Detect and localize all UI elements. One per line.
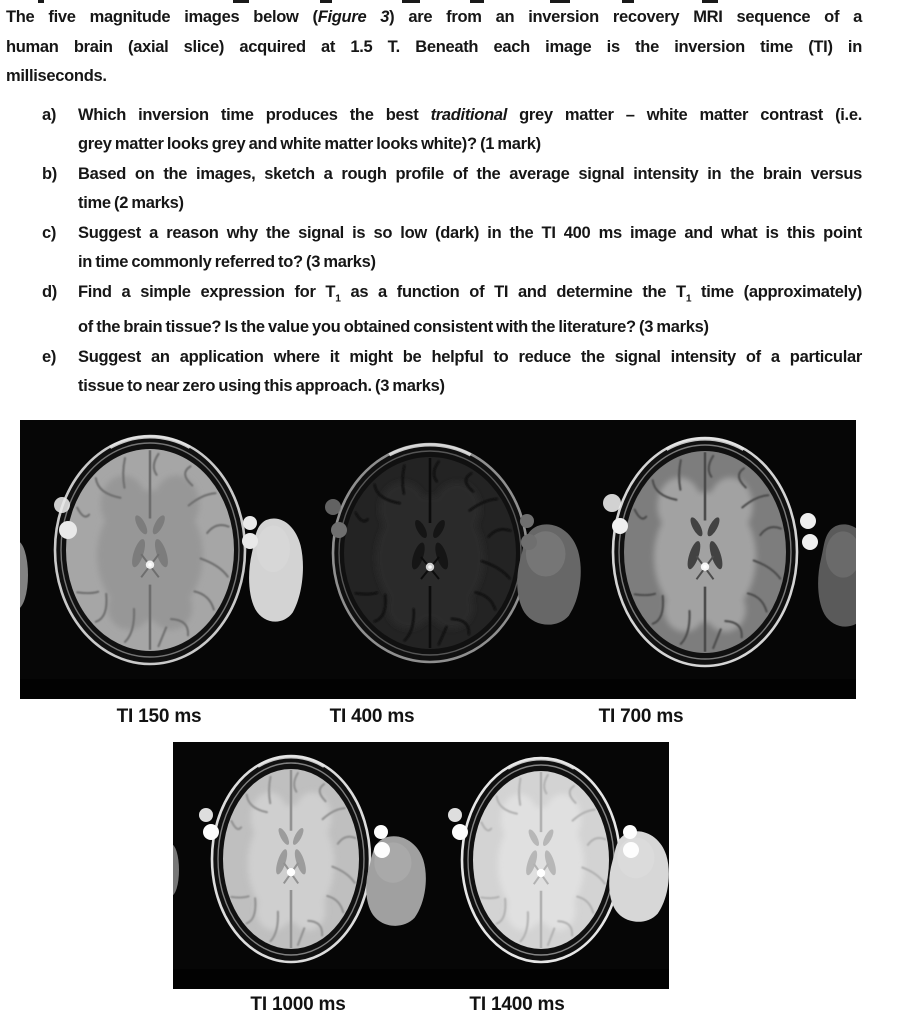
question-item-c <box>6 219 862 278</box>
text-line: in time commonly referred to? (3 marks) <box>78 253 376 271</box>
item-text-d <box>78 278 862 343</box>
text-line: The five magnitude images below (Figure 3) are from an inversion recovery MRI sequence of a <box>6 8 862 26</box>
mri-figure-bottom-row <box>173 742 669 989</box>
ti-label-700: TI 700 ms <box>598 706 684 727</box>
item-marker-c: c) <box>42 223 57 242</box>
intro-paragraph <box>6 3 862 92</box>
item-text-a <box>78 101 862 160</box>
text-line: Based on the images, sketch a rough profile of the average signal intensity in the brain versus <box>78 164 862 183</box>
item-marker-a: a) <box>42 105 57 124</box>
mri-panel-bottom <box>173 742 669 989</box>
text-line: grey matter looks grey and white matter looks white)? (1 mark) <box>78 135 541 153</box>
text-line: tissue to near zero using this approach. (3 marks) <box>78 377 445 396</box>
item-text-e <box>78 343 862 402</box>
question-item-d <box>6 278 862 343</box>
text-line: Find a simple expression for $T_1$ as a function of TI and determine the $T_1$ time (approximately) <box>78 282 862 304</box>
question-list <box>6 101 862 402</box>
text-line: Which inversion time produces the best traditional grey matter – white matter contrast (i.e. <box>78 105 862 124</box>
item-marker-e: e) <box>42 347 57 366</box>
question-item-a <box>6 101 862 160</box>
text-line: milliseconds. <box>6 67 107 85</box>
mri-figure-top-row <box>20 420 856 699</box>
question-item-e <box>6 343 862 402</box>
item-text-b <box>78 160 862 219</box>
ti-label-400: TI 400 ms <box>329 706 415 727</box>
text-line: Suggest an application where it might be helpful to reduce the signal intensity of a particular <box>78 347 862 366</box>
mri-panel-top <box>20 420 856 699</box>
text-line: of the brain tissue? Is the value you obtained consistent with the literature? (3 marks) <box>78 318 709 337</box>
text-line: human brain (axial slice) acquired at 1.5 T. Beneath each image is the inversion time (TI) in <box>6 37 862 56</box>
item-marker-b: b) <box>42 164 57 183</box>
item-text-c <box>78 219 862 278</box>
ti-label-1400: TI 1400 ms <box>469 994 565 1015</box>
ti-label-150: TI 150 ms <box>116 706 202 727</box>
item-marker-d: d) <box>42 282 57 301</box>
ti-label-1000: TI 1000 ms <box>250 994 346 1015</box>
text-line: time (2 marks) <box>78 194 184 212</box>
question-item-b <box>6 160 862 219</box>
text-line: Suggest a reason why the signal is so low (dark) in the TI 400 ms image and what is this point <box>78 223 862 242</box>
question-text-block <box>6 3 862 402</box>
